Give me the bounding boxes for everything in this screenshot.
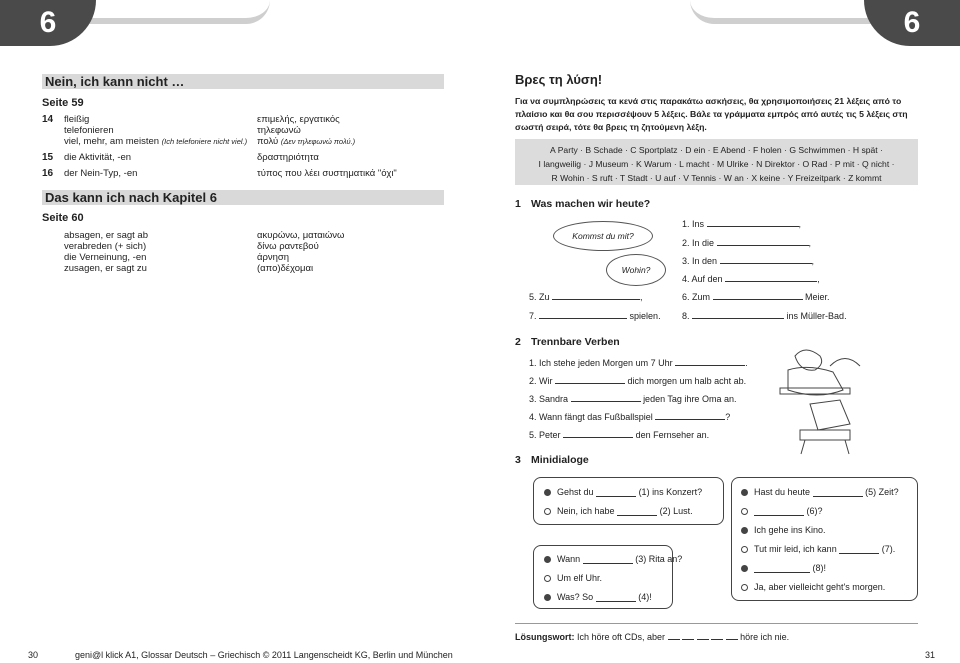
solution-text: Ich höre oft CDs, aber — [577, 632, 666, 642]
gap-item — [682, 217, 801, 230]
solution-line — [515, 630, 789, 643]
answer-blank[interactable] — [596, 487, 636, 497]
gap-item — [529, 428, 709, 441]
item-text: 2. Wir — [529, 376, 553, 386]
greek-translation: τύπος που λέει συστηματικά "όχι" — [257, 168, 397, 179]
answer-blank[interactable] — [583, 554, 633, 564]
answer-blank[interactable] — [754, 506, 804, 516]
dialogue-box — [533, 477, 724, 525]
solution-label: Lösungswort: — [515, 632, 575, 642]
dialogue-line — [741, 563, 826, 573]
gap-item — [529, 392, 736, 405]
line-text: Was? So — [557, 592, 594, 602]
dialogue-line — [544, 592, 652, 602]
greek-translation: δραστηριότητα — [257, 152, 319, 163]
item-text: , — [640, 292, 643, 302]
german-term: die Verneinung, -en — [64, 252, 147, 263]
answer-blank[interactable] — [655, 410, 725, 420]
page-reference: Seite 59 — [42, 97, 84, 109]
item-text: jeden Tag ihre Oma an. — [643, 394, 737, 404]
gap-item — [682, 272, 820, 285]
example-note: (Ich telefoniere nicht viel.) — [161, 137, 248, 146]
gap-item — [529, 309, 661, 322]
solution-text: höre ich nie. — [740, 632, 790, 642]
answer-blank[interactable] — [668, 630, 680, 640]
item-text: ? — [725, 412, 731, 422]
gap-item — [682, 290, 830, 303]
entry-number: 16 — [42, 168, 54, 179]
exercise-title: Was machen wir heute? — [531, 198, 651, 210]
line-text: (8)! — [812, 563, 827, 573]
section-header: Das kann ich nach Kapitel 6 — [42, 190, 444, 205]
speaker-b-bullet-icon — [544, 508, 551, 515]
item-text: 2. In die — [682, 238, 715, 248]
item-text: Meier. — [805, 292, 830, 302]
greek-translation — [257, 136, 355, 147]
exercise-heading — [515, 454, 589, 466]
item-text: 4. Wann fängt das Fußballspiel — [529, 412, 653, 422]
exercise-heading — [515, 198, 650, 210]
exercise-number: 2 — [515, 336, 521, 348]
page-number: 31 — [925, 650, 936, 660]
item-text: , — [811, 256, 815, 266]
answer-blank[interactable] — [552, 290, 640, 300]
speaker-a-bullet-icon — [741, 489, 748, 496]
gap-item — [529, 356, 748, 369]
page-number: 30 — [28, 650, 39, 660]
speaker-b-bullet-icon — [741, 584, 748, 591]
german-term: fleißig — [64, 114, 90, 125]
chapter-number: 6 — [39, 6, 57, 39]
footer-text: geni@l klick A1, Glossar Deutsch – Griechisch © 2011 Langenscheidt KG, Berlin und München — [75, 650, 453, 660]
entry-number: 14 — [42, 114, 54, 125]
german-term — [64, 136, 247, 147]
section-header: Nein, ich kann nicht … — [42, 74, 444, 89]
word-list-line: I langweilig · J Museum · K Warum · L macht · M Ulrike · N Direktor · O Rad · P mit · Q nicht · — [538, 159, 895, 169]
gap-item — [529, 290, 643, 303]
line-text: Wann — [557, 554, 581, 564]
dialogue-line — [544, 554, 682, 564]
word-box — [515, 139, 918, 185]
answer-blank[interactable] — [596, 592, 636, 602]
greek-translation: άρνηση — [257, 252, 290, 263]
exercise-number: 3 — [515, 454, 521, 466]
answer-blank[interactable] — [813, 487, 863, 497]
divider — [515, 623, 918, 624]
answer-blank[interactable] — [571, 392, 641, 402]
answer-blank[interactable] — [617, 506, 657, 516]
greek-translation: τηλεφωνώ — [257, 125, 301, 136]
computer-monitor — [810, 400, 850, 430]
chapter-tab — [0, 0, 96, 46]
german-term: die Aktivität, -en — [64, 152, 132, 163]
german-term: verabreden (+ sich) — [64, 241, 147, 252]
greek-translation: (απο)δέχομαι — [257, 263, 314, 274]
word-list-line: A Party · B Schade · C Sportplatz · D ein · E Abend · F holen · G Schwimmen · H spät · — [550, 145, 883, 155]
item-text: 5. Peter — [529, 430, 561, 440]
dialogue-line — [741, 525, 826, 535]
german-term: zusagen, er sagt zu — [64, 263, 147, 274]
speech-bubble — [606, 254, 666, 286]
gap-item — [529, 410, 730, 423]
chapter-tab — [864, 0, 960, 46]
answer-blank[interactable] — [675, 356, 745, 366]
gap-item — [682, 236, 811, 249]
line-text: (1) ins Konzert? — [638, 487, 703, 497]
line-text: (3) Rita an? — [635, 554, 683, 564]
answer-blank[interactable] — [707, 217, 799, 227]
exercise-title: Trennbare Verben — [531, 336, 620, 348]
answer-blank[interactable] — [563, 428, 633, 438]
answer-blank[interactable] — [555, 374, 625, 384]
dialogue-line — [741, 506, 823, 516]
dialogue-line — [741, 582, 885, 592]
entry-number: 15 — [42, 152, 54, 163]
speaker-a-bullet-icon — [544, 489, 551, 496]
greek-translation: ακυρώνω, ματαιώνω — [257, 230, 345, 241]
speaker-a-bullet-icon — [741, 527, 748, 534]
gap-item — [529, 374, 746, 387]
example-note: (Δεν τηλεφωνώ πολύ.) — [280, 137, 356, 146]
item-text: , — [817, 274, 820, 284]
answer-blank[interactable] — [539, 309, 627, 319]
answer-blank[interactable] — [726, 630, 738, 640]
illustration — [770, 336, 870, 456]
instructions: Για να συμπληρώσεις τα κενά στις παρακάτω ασκήσεις, θα χρησιμοποιήσεις 21 λέξεις από το πλαίσιο και θα σου περισσέψουν 5 λέξεις. Βάλε τα γράμματα εμπρός από αυτές τις 5 λέξεις στη σωστή σειρά, τότε θα βρεις τη ζητούμενη λέξη. — [515, 96, 908, 132]
dialogue-line — [544, 487, 702, 497]
item-text: 6. Zum — [682, 292, 711, 302]
dialogue-line — [741, 487, 899, 497]
dialogue-line — [741, 544, 895, 554]
speaker-a-bullet-icon — [544, 556, 551, 563]
answer-blank[interactable] — [839, 544, 879, 554]
exercise-title: Minidialoge — [531, 454, 589, 466]
speech-bubble — [553, 221, 653, 251]
item-text: 8. — [682, 311, 690, 321]
greek-translation: δίνω ραντεβού — [257, 241, 319, 252]
line-text: (7). — [881, 544, 896, 554]
line-text: Hast du heute — [754, 487, 811, 497]
line-text: (4)! — [638, 592, 652, 602]
line-text: (2) Lust. — [659, 506, 693, 516]
item-text: ins Müller-Bad. — [786, 311, 847, 321]
answer-blank[interactable] — [754, 563, 810, 573]
answer-blank[interactable] — [682, 630, 694, 640]
line-text: (5) Zeit? — [865, 487, 899, 497]
page-reference: Seite 60 — [42, 212, 84, 224]
item-text: , — [808, 238, 812, 248]
bubble-text: Wohin? — [621, 265, 651, 275]
page-title: Βρες τη λύση! — [515, 72, 603, 87]
dialogue-line — [544, 506, 693, 516]
item-text: 5. Zu — [529, 292, 550, 302]
line-text: Gehst du — [557, 487, 594, 497]
chapter-number: 6 — [903, 6, 921, 39]
item-text: 1. Ich stehe jeden Morgen um 7 Uhr — [529, 358, 673, 368]
item-text: 1. Ins — [682, 219, 705, 229]
speaker-a-bullet-icon — [741, 565, 748, 572]
exercise-heading — [515, 336, 620, 348]
german-term: der Nein-Typ, -en — [64, 168, 138, 179]
dialogue-line — [544, 573, 602, 583]
item-text: 3. Sandra — [529, 394, 569, 404]
bubble-text: Kommst du mit? — [572, 231, 634, 241]
speaker-b-bullet-icon — [544, 575, 551, 582]
item-text: den Fernseher an. — [635, 430, 710, 440]
german-term: telefonieren — [64, 125, 114, 136]
gap-item — [682, 309, 847, 322]
exercise-number: 1 — [515, 198, 521, 210]
greek-term-text: πολύ — [257, 136, 279, 147]
line-text: (6)? — [806, 506, 823, 516]
item-text: dich morgen um halb acht ab. — [627, 376, 747, 386]
speaker-b-bullet-icon — [741, 546, 748, 553]
speaker-b-bullet-icon — [741, 508, 748, 515]
line-text: Ich gehe ins Kino. — [754, 525, 826, 535]
answer-blank[interactable] — [717, 236, 809, 246]
german-term-text: viel, mehr, am meisten — [64, 136, 160, 147]
page-corner-decoration — [70, 0, 270, 24]
item-text: . — [745, 358, 748, 368]
gap-item — [682, 254, 814, 267]
page-corner-decoration — [690, 0, 890, 24]
line-text: Nein, ich habe — [557, 506, 615, 516]
answer-blank[interactable] — [692, 309, 784, 319]
answer-blank[interactable] — [725, 272, 817, 282]
speaker-a-bullet-icon — [544, 594, 551, 601]
item-text: 3. In den — [682, 256, 718, 266]
item-text: 4. Auf den — [682, 274, 723, 284]
german-term: absagen, er sagt ab — [64, 230, 148, 241]
word-list-line: R Wohin · S ruft · T Stadt · U auf · V Tennis · W an · X keine · Y Freizeitpark · Z kommt — [551, 173, 882, 183]
answer-blank[interactable] — [720, 254, 812, 264]
answer-blank[interactable] — [711, 630, 723, 640]
answer-blank[interactable] — [697, 630, 709, 640]
line-text: Um elf Uhr. — [557, 573, 603, 583]
item-text: , — [798, 219, 802, 229]
greek-translation: επιμελής, εργατικός — [257, 114, 340, 125]
answer-blank[interactable] — [713, 290, 803, 300]
item-text: spielen. — [629, 311, 661, 321]
line-text: Tut mir leid, ich kann — [754, 544, 837, 554]
line-text: Ja, aber vielleicht geht's morgen. — [754, 582, 886, 592]
item-text: 7. — [529, 311, 537, 321]
